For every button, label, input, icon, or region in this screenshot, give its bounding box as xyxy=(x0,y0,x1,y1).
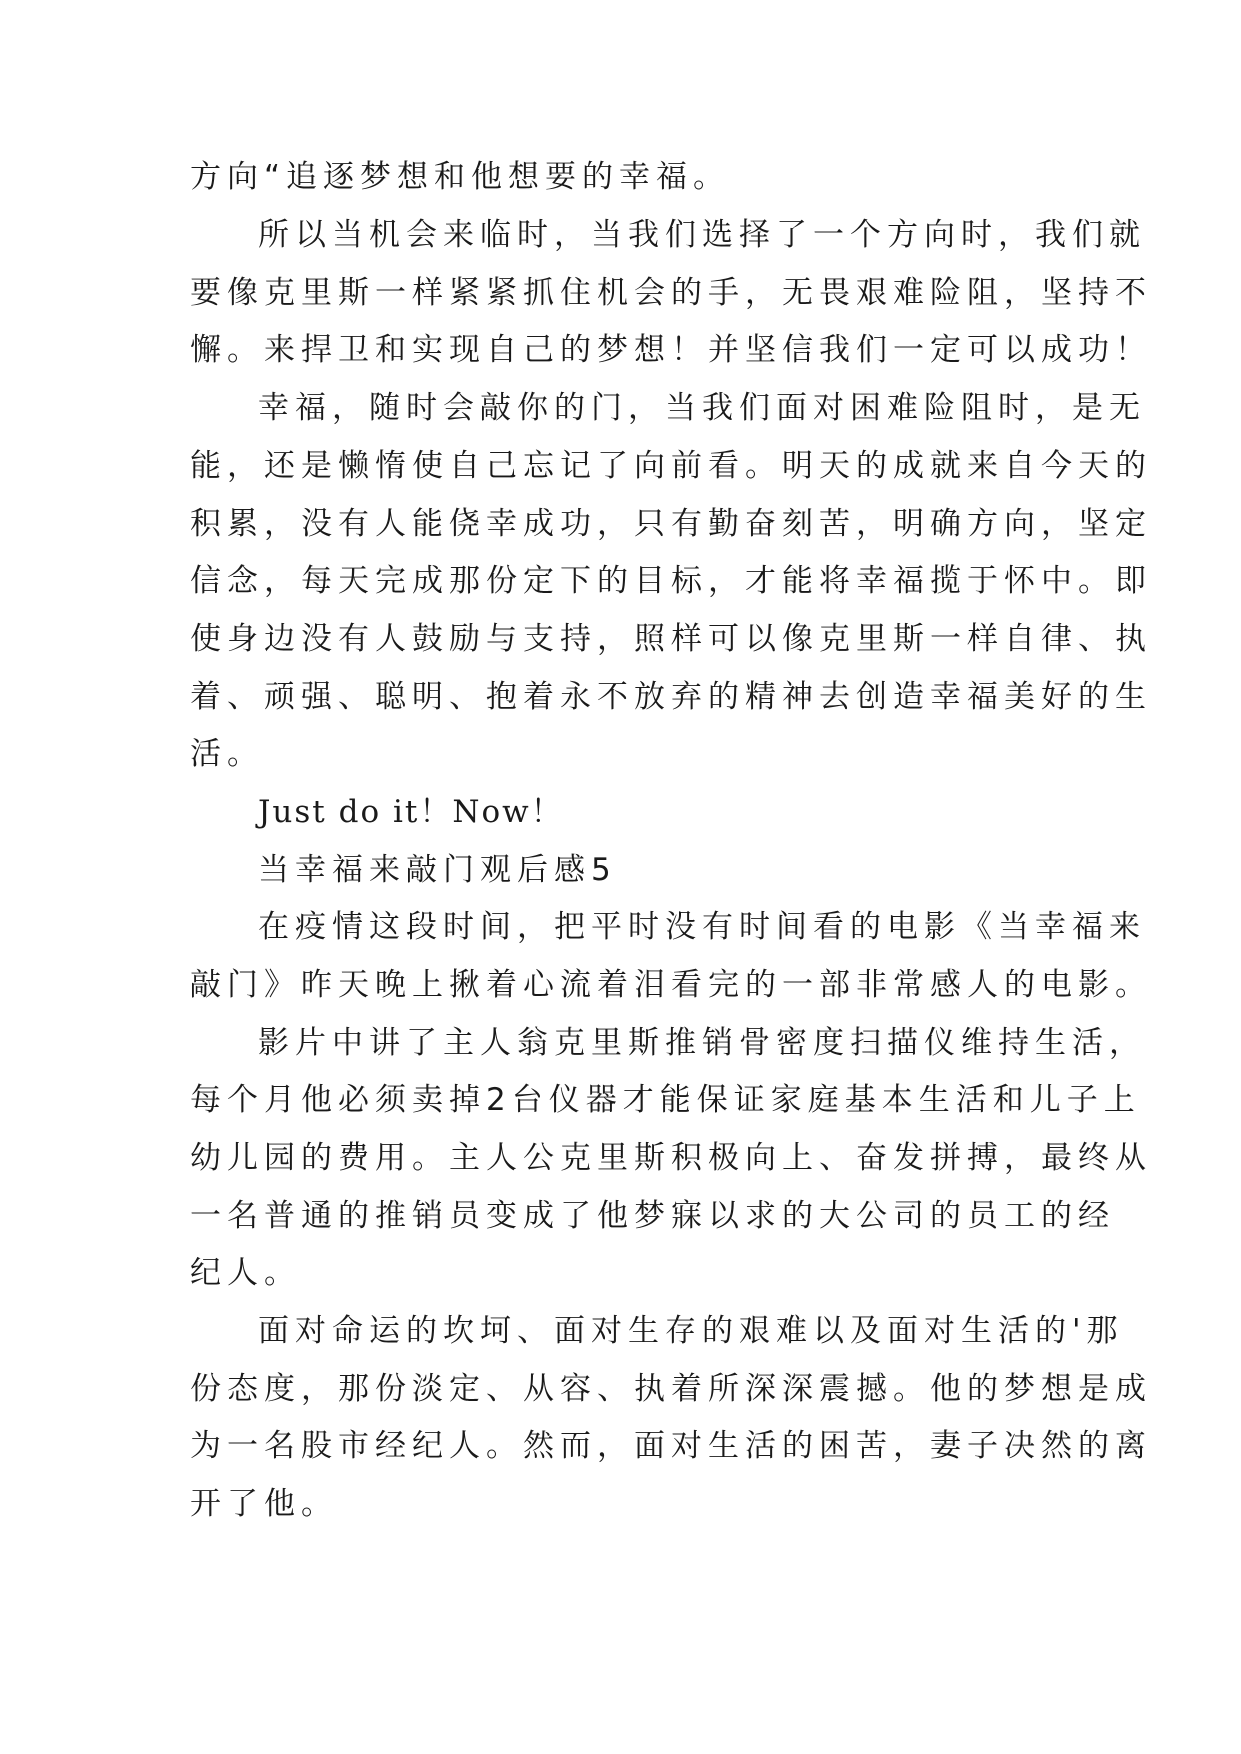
paragraph-first-line: Just do it！Now！ xyxy=(258,794,564,830)
text-line: 信念，每天完成那份定下的目标，才能将幸福揽于怀中。即 xyxy=(190,563,1152,599)
text-line: 开了他。 xyxy=(190,1486,338,1522)
text-line: 纪人。 xyxy=(190,1255,301,1291)
paragraph-first-line: 在疫情这段时间，把平时没有时间看的电影《当幸福来 xyxy=(258,909,1146,945)
text-line: 积累，没有人能侥幸成功，只有勤奋刻苦，明确方向，坚定 xyxy=(190,506,1152,542)
text-line: 着、顽强、聪明、抱着永不放弃的精神去创造幸福美好的生 xyxy=(190,679,1152,715)
paragraph-first-line: 所以当机会来临时，当我们选择了一个方向时，我们就 xyxy=(258,217,1146,253)
text-line: 能，还是懒惰使自己忘记了向前看。明天的成就来自今天的 xyxy=(190,448,1152,484)
text-line: 幼儿园的费用。主人公克里斯积极向上、奋发拼搏，最终从 xyxy=(190,1140,1152,1176)
text-line: 为一名股市经纪人。然而，面对生活的困苦，妻子决然的离 xyxy=(190,1428,1152,1464)
text-line: 使身边没有人鼓励与支持，照样可以像克里斯一样自律、执 xyxy=(190,621,1152,657)
text-line: 活。 xyxy=(190,736,264,772)
text-line: 方向“追逐梦想和他想要的幸福。 xyxy=(190,159,731,195)
text-line: 要像克里斯一样紧紧抓住机会的手，无畏艰难险阻，坚持不 xyxy=(190,275,1152,311)
text-line: 每个月他必须卖掉2台仪器才能保证家庭基本生活和儿子上 xyxy=(190,1082,1141,1118)
text-line: 懈。来捍卫和实现自己的梦想！并坚信我们一定可以成功！ xyxy=(190,332,1152,368)
text-line: 一名普通的推销员变成了他梦寐以求的大公司的员工的经 xyxy=(190,1198,1115,1234)
paragraph-first-line: 幸福，随时会敲你的门，当我们面对困难险阻时，是无 xyxy=(258,390,1146,426)
paragraph-first-line: 影片中讲了主人翁克里斯推销骨密度扫描仪维持生活， xyxy=(258,1025,1146,1061)
section-heading: 当幸福来敲门观后感5 xyxy=(258,852,617,888)
text-line: 敲门》昨天晚上揪着心流着泪看完的一部非常感人的电影。 xyxy=(190,967,1152,1003)
paragraph-first-line: 面对命运的坎坷、面对生存的艰难以及面对生活的'那 xyxy=(258,1313,1124,1349)
text-line: 份态度，那份淡定、从容、执着所深深震撼。他的梦想是成 xyxy=(190,1371,1152,1407)
